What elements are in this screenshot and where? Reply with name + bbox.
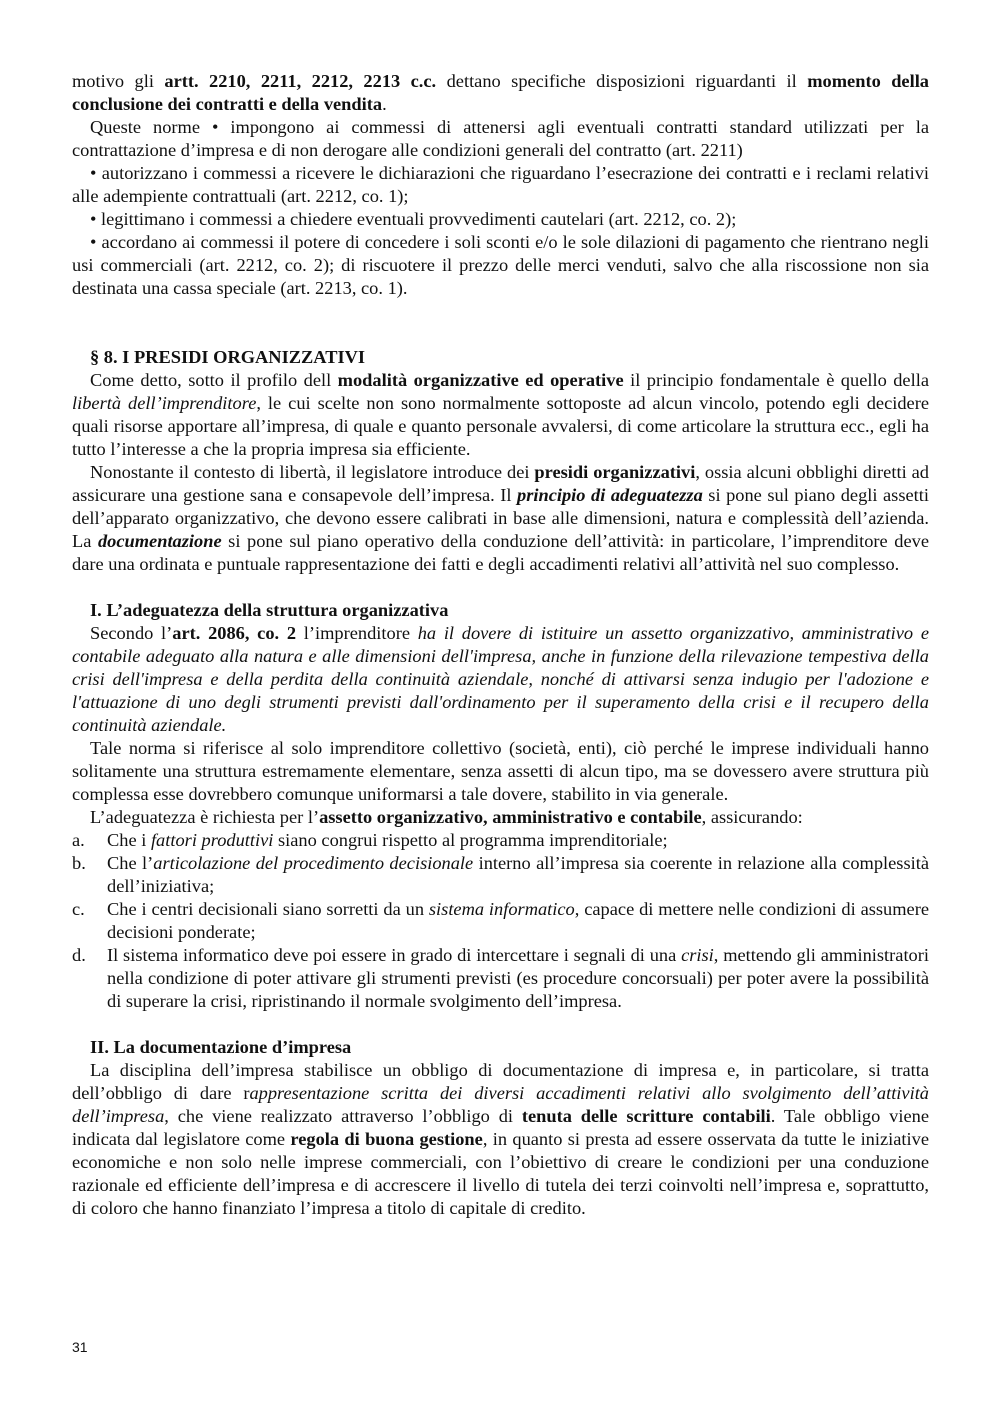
text-emphasis: crisi bbox=[681, 945, 714, 965]
subheading: II. La documentazione d’impresa bbox=[90, 1037, 352, 1057]
paragraph: Nonostante il contesto di libertà, il legislatore introduce dei presidi organizzativi, ossia alcuni obblighi diretti ad assicurare una gestione sana e consapevole dell’impresa. Il principio di adeguatezza si pone sul piano degli assetti dell’apparato organizzativo, che devono essere calibrati in base alle dimensioni, natura e complessità dell’azienda. La documentazione si pone sul piano operativo della conduzione dell’attività: in particolare, l’imprenditore deve dare una ordinata e puntuale rappresentazione dei fatti e degli accadimenti relativi all’attività nel suo complesso. bbox=[72, 462, 929, 574]
text-emphasis: assetto organizzativo, amministrativo e contabile bbox=[319, 807, 702, 827]
paragraph: L’adeguatezza è richiesta per l’assetto organizzativo, amministrativo e contabile, assicurando: bbox=[90, 807, 803, 827]
list-item-text: Che i fattori produttivi siano congrui rispetto al programma imprenditoriale; bbox=[107, 830, 668, 850]
list-item bbox=[72, 898, 929, 944]
spacer bbox=[72, 1013, 929, 1036]
text-emphasis: fattori produttivi bbox=[150, 830, 274, 850]
spacer bbox=[72, 576, 929, 599]
subheading: I. L’adeguatezza della struttura organizzativa bbox=[90, 600, 449, 620]
text-emphasis: sistema informatico bbox=[428, 899, 575, 919]
bullet-item: • accordano ai commessi il potere di concedere i soli sconti e/o le sole dilazioni di pagamento che rientrano negli usi commerciali (art. 2212, co. 2); di riscuotere il prezzo delle merci venduti, salvo che alla riscossione non sia destinata una cassa speciale (art. 2213, co. 1). bbox=[72, 232, 929, 298]
text-emphasis: artt. 2210, 2211, 2212, 2213 c.c. bbox=[164, 71, 437, 91]
paragraph-intro: motivo gli artt. 2210, 2211, 2212, 2213 c.c. dettano specifiche disposizioni riguardanti il momento della conclusione dei contratti e della vendita. bbox=[72, 71, 929, 114]
bullet-item: • autorizzano i commessi a ricevere le dichiarazioni che riguardano l’esecrazione dei contratti e i reclami relativi alle adempiente contrattuali (art. 2212, co. 1); bbox=[72, 163, 929, 206]
list-item-text: Il sistema informatico deve poi essere in grado di intercettare i segnali di una crisi, mettendo gli amministratori nella condizione di poter attivare gli strumenti previsti (es procedure concorsuali) per poter avere la possibilità di superare la crisi, ripristinando il normale svolgimento dell’impresa. bbox=[107, 945, 929, 1011]
list-marker: d. bbox=[72, 945, 86, 965]
paragraph: Come detto, sotto il profilo dell modalità organizzative ed operative il principio fondamentale è quello della libertà dell’imprenditore, le cui scelte non sono normalmente sottoposte ad alcun vincolo, potendo egli decidere quali risorse apportare all’impresa, di quale e quanto personale avvalersi, di come articolare la struttura ecc., egli ha tutto l’interesse a che la propria impresa sia efficiente. bbox=[72, 370, 929, 459]
text-emphasis: principio di adeguatezza bbox=[517, 485, 703, 505]
list-item bbox=[72, 944, 929, 1013]
text-emphasis: tenuta delle scritture contabili bbox=[521, 1106, 771, 1126]
list-marker: a. bbox=[72, 830, 85, 850]
section-heading: § 8. I PRESIDI ORGANIZZATIVI bbox=[90, 347, 366, 367]
list-item bbox=[72, 852, 929, 898]
paragraph: Tale norma si riferisce al solo imprenditore collettivo (società, enti), ciò perché le imprese individuali hanno solitamente una struttura estremamente elementare, senza assetti di alcun tipo, ma se dovessero avere struttura più complessa esse dovrebbero comunque uniformarsi a tale dovere, stabilito in via generale. bbox=[72, 738, 929, 804]
text-emphasis: presidi organizzativi bbox=[534, 462, 696, 482]
text-emphasis: appresentazione scritta dei diversi accadimenti relativi allo svolgimento dell’attività dell’impresa bbox=[72, 1083, 929, 1126]
list-marker: b. bbox=[72, 853, 86, 873]
list-marker: c. bbox=[72, 899, 85, 919]
document-page bbox=[72, 70, 929, 1220]
list-item bbox=[72, 829, 929, 852]
text-emphasis: modalità organizzative ed operative bbox=[337, 370, 624, 390]
text-emphasis: articolazione del procedimento decisionale bbox=[153, 853, 474, 873]
page-number: 31 bbox=[72, 1339, 88, 1355]
paragraph: Secondo l’art. 2086, co. 2 l’imprenditore ha il dovere di istituire un assetto organizzativo, amministrativo e contabile adeguato alla natura e alle dimensioni dell'impresa, anche in funzione della rilevazione tempestiva della crisi dell'impresa e della perdita della continuità aziendale, nonché di attivarsi senza indugio per l'adozione e l'attuazione di uno degli strumenti previsti dall'ordinamento per il superamento della crisi e il recupero della continuità aziendale. bbox=[72, 623, 930, 735]
paragraph-norms: Queste norme • impongono ai commessi di attenersi agli eventuali contratti standard utilizzati per la contrattazione d’impresa e di non derogare alle condizioni generali del contratto (art. 2211) bbox=[72, 117, 929, 160]
list-item-text: Che i centri decisionali siano sorretti da un sistema informatico, capace di mettere nelle condizioni di assumere decisioni ponderate; bbox=[107, 899, 929, 942]
list-item-text: Che l’articolazione del procedimento decisionale interno all’impresa sia coerente in relazione alla complessità dell’iniziativa; bbox=[107, 853, 929, 896]
text-emphasis: documentazione bbox=[97, 531, 222, 551]
paragraph: La disciplina dell’impresa stabilisce un obbligo di documentazione di impresa e, in particolare, si tratta dell’obbligo di dare rappresentazione scritta dei diversi accadimenti relativi allo svolgimento dell’attività dell’impresa, che viene realizzato attraverso l’obbligo di tenuta delle scritture contabili. Tale obbligo viene indicata dal legislatore come regola di buona gestione, in quanto si presta ad essere osservata da tutte le iniziative economiche e non solo nelle imprese commerciali, con l’obiettivo di creare le condizioni per una conduzione razionale ed efficiente dell’impresa e di accrescere il livello di tutela dei terzi coinvolti nell’impresa e, soprattutto, di coloro che hanno finanziato l’impresa a titolo di capitale di credito. bbox=[72, 1060, 929, 1218]
text-emphasis: libertà dell’imprenditore bbox=[72, 393, 257, 413]
text-emphasis: momento della conclusione dei contratti e della vendita bbox=[72, 71, 929, 114]
text-emphasis: regola di buona gestione bbox=[290, 1129, 483, 1149]
bullet-item: • legittimano i commessi a chiedere eventuali provvedimenti cautelari (art. 2212, co. 2); bbox=[90, 209, 737, 229]
spacer bbox=[72, 300, 929, 346]
requirements-list bbox=[72, 829, 929, 1013]
text-emphasis: ha il dovere di istituire un assetto organizzativo, amministrativo e contabile adeguato alla natura e alle dimensioni dell'impresa, anche in funzione della rilevazione tempestiva della crisi dell'impresa e della perdita della continuità aziendale, nonché di attivarsi senza indugio per l'adozione e l'attuazione di uno degli strumenti previsti dall'ordinamento per il superamento della crisi e il recupero della continuità aziendale. bbox=[72, 623, 930, 735]
text-emphasis: art. 2086, co. 2 bbox=[172, 623, 297, 643]
